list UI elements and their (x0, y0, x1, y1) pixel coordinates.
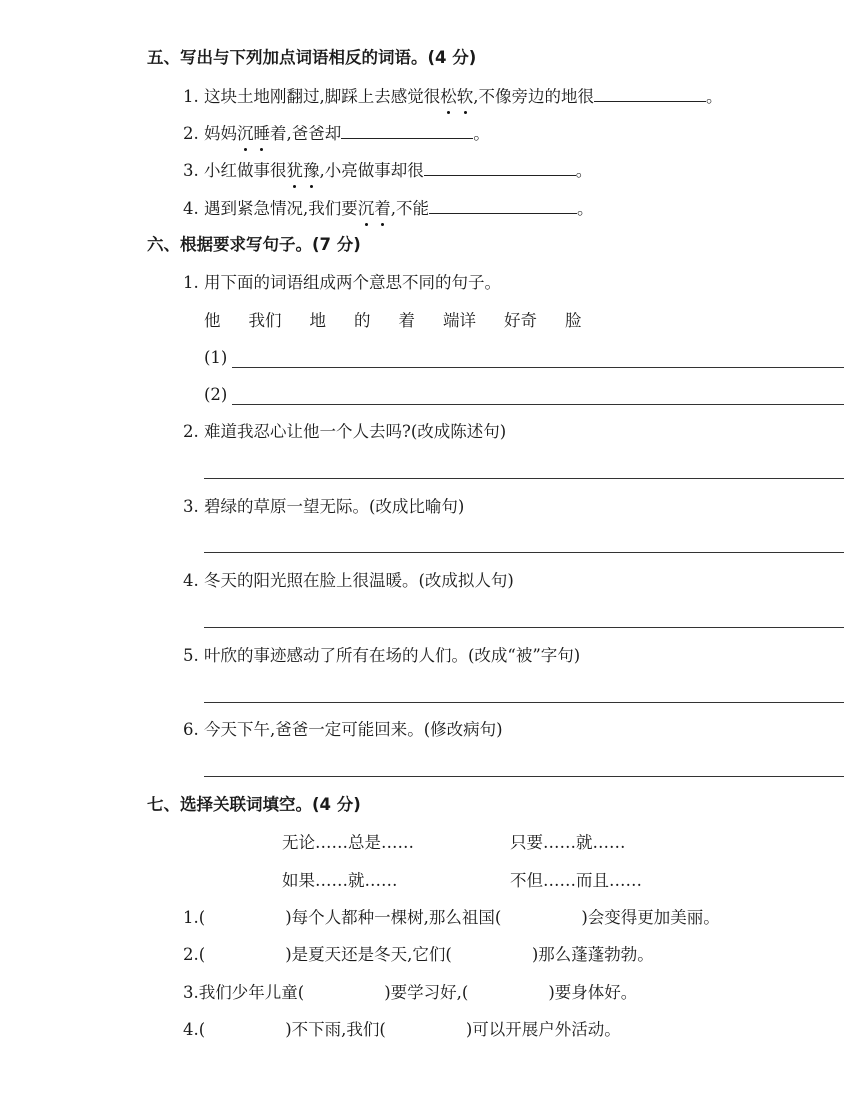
q-text: 着,爸爸却 (270, 124, 342, 143)
q-text: )可以开展户外活动。 (465, 1020, 621, 1039)
s6-question-6: 6. 今天下午,爸爸一定可能回来。(修改病句) (183, 720, 503, 739)
conjunction-option: 只要……就…… (510, 833, 626, 852)
q-text: 妈妈 (204, 124, 237, 143)
q-number: 2. (183, 124, 199, 143)
dotted-word (287, 161, 320, 180)
s6-question-1: 1. 用下面的词语组成两个意思不同的句子。 (183, 273, 501, 292)
q-text: ( (198, 908, 206, 927)
answer-line[interactable] (232, 367, 844, 368)
answer-blank[interactable] (429, 199, 577, 214)
q-end: 。 (473, 124, 490, 143)
dotted-char: 睡 (253, 124, 270, 143)
q-number: 2. (183, 945, 199, 964)
s7-question-3 (183, 982, 637, 1004)
answer-blank[interactable] (594, 87, 706, 102)
dotted-char: 犹 (286, 161, 303, 180)
section-7-title: 七、选择关联词填空。(4 分) (147, 795, 361, 814)
answer-line[interactable] (204, 776, 844, 777)
dotted-char: 沉 (357, 199, 375, 218)
s5-question-3 (183, 160, 592, 182)
dotted-char: 豫 (303, 161, 320, 180)
s7-question-1 (183, 907, 720, 929)
q-end: 。 (706, 87, 723, 106)
dotted-char: 松 (440, 87, 457, 106)
q-text: )每个人都种一棵树,那么祖国( (285, 908, 502, 927)
answer-line[interactable] (204, 627, 844, 628)
q-text: )会变得更加美丽。 (581, 908, 720, 927)
sub-label-1: (1) (204, 348, 228, 367)
q-end: 。 (577, 199, 594, 218)
q-text: ,小亮做事却很 (319, 161, 424, 180)
q-number: 3. (183, 161, 199, 180)
s5-question-4 (183, 198, 594, 220)
word-item: 好奇 (504, 311, 537, 330)
q-number: 1. (183, 908, 199, 927)
answer-line[interactable] (232, 404, 844, 405)
word-item: 端详 (443, 311, 476, 330)
s6-question-2: 2. 难道我忍心让他一个人去吗?(改成陈述句) (183, 422, 507, 441)
answer-blank[interactable] (341, 124, 473, 139)
dotted-word (358, 199, 391, 218)
word-item: 的 (354, 311, 371, 330)
q-text: 这块土地刚翻过,脚踩上去感觉很 (204, 87, 441, 106)
answer-line[interactable] (204, 478, 844, 479)
section-5-title: 五、写出与下列加点词语相反的词语。(4 分) (147, 48, 477, 67)
q-text: 遇到紧急情况,我们要 (204, 199, 358, 218)
answer-line[interactable] (204, 702, 844, 703)
q-text: )那么蓬蓬勃勃。 (531, 945, 654, 964)
conjunction-option: 如果……就…… (282, 871, 398, 890)
section-6-title: 六、根据要求写句子。(7 分) (147, 235, 361, 254)
s7-question-4 (183, 1019, 621, 1041)
dotted-word (440, 87, 473, 106)
dotted-word (237, 124, 270, 143)
s7-question-2 (183, 944, 654, 966)
q-number: 1. (183, 87, 199, 106)
conjunction-option: 不但……而且…… (510, 871, 642, 890)
s6-question-5: 5. 叶欣的事迹感动了所有在场的人们。(改成“被”字句) (183, 646, 581, 665)
q-text: )是夏天还是冬天,它们( (285, 945, 452, 964)
word-item: 他 (204, 311, 221, 330)
q-text: ( (198, 1020, 206, 1039)
word-item: 地 (309, 311, 326, 330)
s5-question-2 (183, 123, 490, 145)
word-item: 脸 (565, 311, 582, 330)
word-bank (204, 310, 610, 332)
q-end: 。 (575, 161, 593, 180)
s5-question-1 (183, 86, 723, 108)
q-text: )要学习好,( (384, 983, 469, 1002)
q-number: 4. (183, 1020, 199, 1039)
dotted-char: 着 (374, 199, 391, 218)
conjunction-option: 无论……总是…… (282, 833, 414, 852)
dotted-char: 软 (456, 87, 474, 106)
word-item: 我们 (248, 311, 282, 330)
q-text: )不下雨,我们( (285, 1020, 386, 1039)
s6-question-4: 4. 冬天的阳光照在脸上很温暖。(改成拟人句) (183, 571, 514, 590)
q-text: 我们少年儿童( (198, 983, 305, 1002)
q-text: 小红做事很 (204, 161, 287, 180)
s6-question-3: 3. 碧绿的草原一望无际。(改成比喻句) (183, 497, 465, 516)
word-item: 着 (398, 311, 415, 330)
q-text: ,不能 (390, 199, 429, 218)
answer-line[interactable] (204, 552, 844, 553)
dotted-char: 沉 (237, 124, 254, 143)
q-number: 3. (183, 983, 199, 1002)
q-text: )要身体好。 (548, 983, 638, 1002)
answer-blank[interactable] (424, 161, 576, 176)
q-number: 4. (183, 199, 199, 218)
sub-label-2: (2) (204, 385, 228, 404)
q-text: ,不像旁边的地很 (473, 87, 594, 106)
q-text: ( (198, 945, 206, 964)
